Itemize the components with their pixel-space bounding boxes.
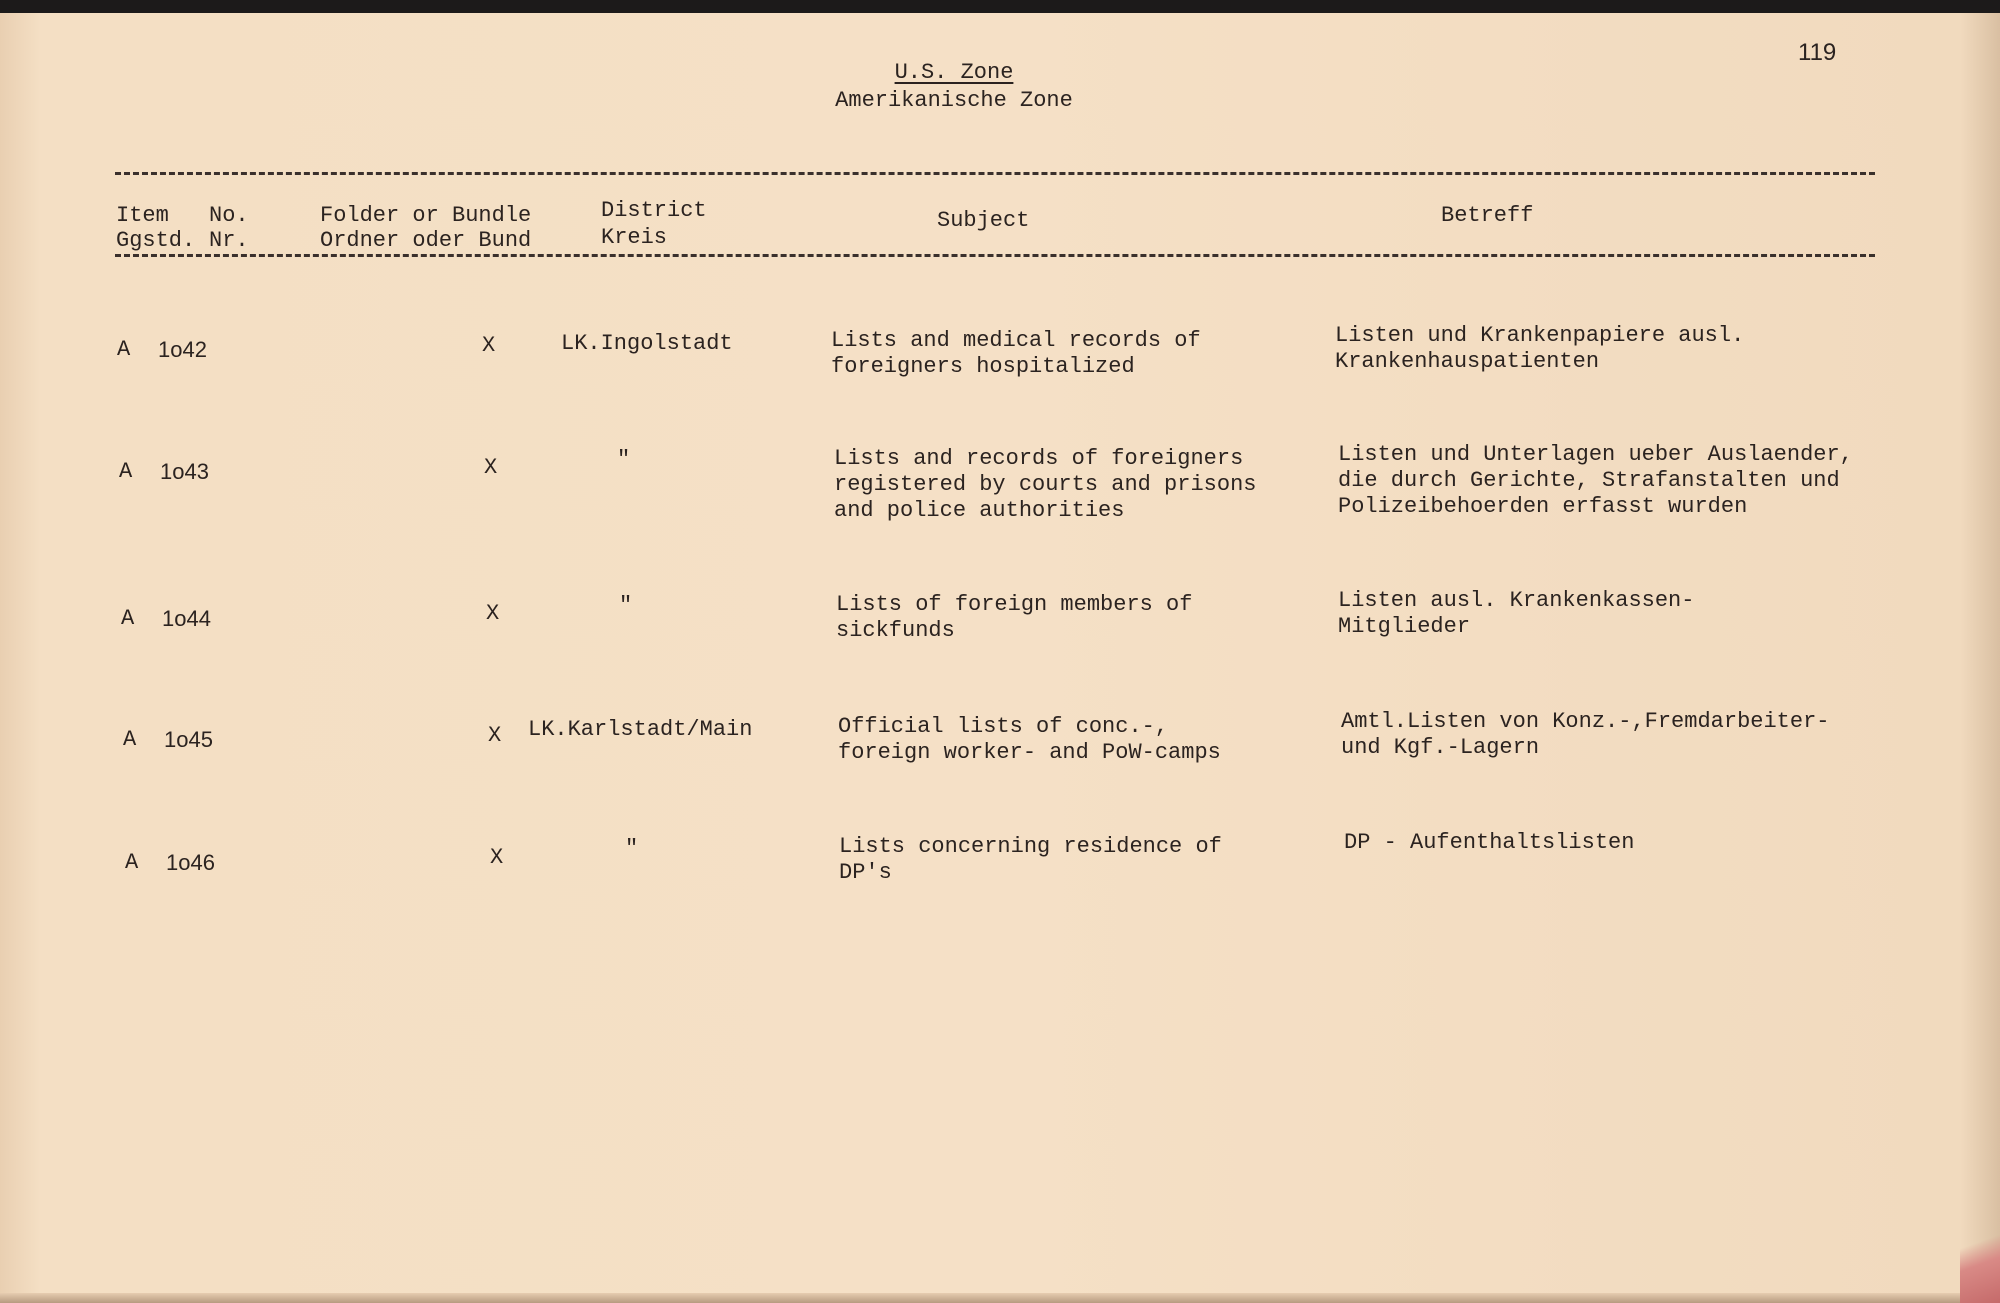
divider-top: [115, 172, 1875, 175]
page-subtitle: Amerikanische Zone: [835, 88, 1073, 113]
col-no-en: No.: [209, 203, 249, 228]
row-folder: X: [486, 601, 500, 626]
row-district: LK.Karlstadt/Main: [528, 717, 753, 742]
row-subject: Official lists of conc.-, foreign worker- and PoW-camps: [838, 714, 1221, 765]
row-district: ": [619, 593, 633, 618]
row-no: 1o44: [162, 606, 211, 631]
row-folder: X: [490, 845, 504, 870]
col-district-en: District: [601, 198, 707, 223]
page-number: 119: [1798, 39, 1837, 66]
col-subject: Subject: [937, 208, 1030, 233]
row-betreff: Listen ausl. Krankenkassen- Mitglieder: [1338, 588, 1695, 639]
row-subject: Lists and medical records of foreigners hospitalized: [831, 328, 1201, 379]
row-folder: X: [482, 333, 496, 358]
row-no: 1o46: [166, 850, 215, 875]
col-no-de: Nr.: [209, 228, 249, 253]
row-no: 1o45: [164, 727, 213, 752]
row-no: 1o42: [158, 337, 207, 362]
row-subject: Lists concerning residence of DP's: [839, 834, 1222, 885]
col-folder-en: Folder or Bundle: [320, 203, 532, 228]
row-district: LK.Ingolstadt: [561, 331, 733, 356]
row-subject: Lists of foreign members of sickfunds: [836, 592, 1193, 643]
col-folder-de: Ordner oder Bund: [320, 228, 532, 253]
col-betreff: Betreff: [1441, 203, 1534, 228]
page-edge-bottom: [0, 1293, 2000, 1303]
row-folder: X: [484, 455, 498, 480]
row-item: A: [117, 337, 131, 362]
col-item-de: Ggstd.: [116, 228, 196, 253]
row-betreff: Listen und Krankenpapiere ausl. Krankenhauspatienten: [1335, 323, 1745, 374]
page-title: U.S. Zone: [894, 60, 1014, 85]
divider-bottom: [115, 254, 1875, 257]
page-corner-mark: [1960, 1203, 2000, 1303]
row-no: 1o43: [160, 459, 209, 484]
row-district: ": [625, 836, 639, 861]
row-folder: X: [488, 723, 502, 748]
row-betreff: DP - Aufenthaltslisten: [1344, 830, 1635, 855]
col-item-en: Item: [116, 203, 169, 228]
row-item: A: [119, 459, 133, 484]
row-district: ": [617, 447, 631, 472]
col-district-de: Kreis: [601, 225, 668, 250]
row-item: A: [123, 727, 137, 752]
row-item: A: [121, 606, 135, 631]
scan-border-top: [0, 0, 2000, 13]
row-betreff: Listen und Unterlagen ueber Auslaender, die durch Gerichte, Strafanstalten und Polizeibehoerden erfasst wurden: [1338, 442, 1853, 519]
row-subject: Lists and records of foreigners registered by courts and prisons and police authorities: [834, 446, 1257, 523]
row-item: A: [125, 850, 139, 875]
row-betreff: Amtl.Listen von Konz.-,Fremdarbeiter- und Kgf.-Lagern: [1341, 709, 1830, 760]
